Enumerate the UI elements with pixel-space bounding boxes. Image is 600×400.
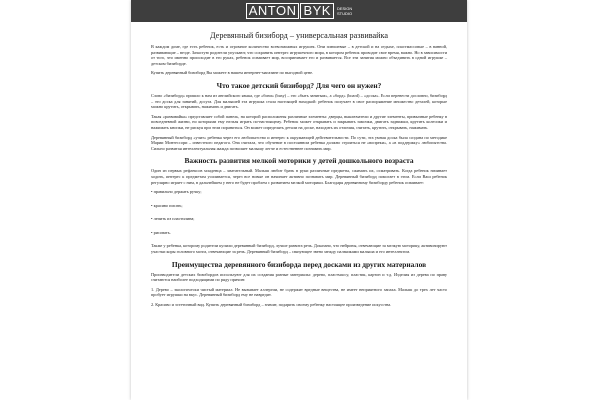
list-item: • лепить из пластилина;: [151, 216, 195, 222]
paragraph-reflex: Один из первых рефлексов младенца – хватательный. Малыш любит брать в руки различные предметы, сжимать их, осматривать. Когда ребенок начинает ходить, интерес к предметам усиливается, через все новые он начинает активно познавать мир. Деревянный бизиборд помогает в этом. Если Ваш ребенок регулярно играет с ним, в дальнейшем у него не будет проблем с развитием мелкой моторики. Благодаря деревянному бизиборду ребенок осваивает:: [151, 168, 447, 185]
list-item: • правильно держать ручку;: [151, 189, 202, 195]
paragraph-elements: Такая «развивайка» представляет собой панель, на которой расположены различные элементы: дверцы, выключатели и другие элементы, привычные ребенку в повседневной жизни, но которыми ему нельзя играть по-настоящему. Ребенок может открывать и закрывать замочки, двигать задвижки, крутить колесики и нажимать кнопки, не рискуя при этом пораниться. Он может определять детали на доске, находить их отличия, считать, крутить, открывать, нажимать.: [151, 113, 447, 130]
intro-paragraph: В каждом доме, где есть ребенок, есть и огромное количество всевозможных игрушек. Они плюшевые – в детской и на отдыхе, пластмассовые – в ванной, развивающие – везде. Зачастую родители упускают, что сохранить интерес игрушечного мира, в котором ребенок проводит свое время, важно. Но в зависимости от того, что именно происходит в его руках, ребенок осваивает мир, воспринимает его и развивается. Все эти занятия можно объединить в одной игрушке – детском бизиборде.: [151, 44, 447, 66]
list-item: • красиво писать;: [151, 202, 183, 208]
list-item: • рисовать.: [151, 229, 171, 235]
logo-word-left: ANTON: [246, 3, 300, 19]
article-title: Деревянный бизиборд – универсальная развивайка: [210, 31, 388, 40]
paragraph-definition: Слово «бизиборд» пришло к нам из английского языка, где «бизи» (busy) – это «быть занятым», а «борд» (board) – «доска». Если перевести дословно, бизиборд – это доска для занятий, досуга. Для малышей эта игрушка стала настоящей находкой: ребенок получает в свое распоряжение множество деталей, которые можно крутить, открывать, нажимать и двигать.: [151, 92, 447, 110]
paragraph-materials: Производители детских бизибордов используют для их создания разные материалы: дерево, пластмассу, пластик, картон и т.д. Изделия из дерева по праву считаются наиболее подходящими по ряду причин:: [151, 271, 447, 283]
article-body: [131, 22, 467, 308]
section-heading-advantages: Преимущества деревянного бизиборда перед досками из других материалов: [171, 259, 427, 269]
logo-subtitle: [337, 6, 352, 16]
logo-sub-line-2: STUDIO: [336, 11, 353, 16]
section-heading-what-is: Что такое детский бизиборд? Для чего он нужен?: [216, 80, 382, 90]
paragraph-speech: Также у ребенка, которому родители купили деревянный бизиборд, лучше развита речь. Доказано, что нейроны, отвечающие за мелкую моторику, активизируют участки коры головного мозга, отвечающие за речь. Деревянный бизиборд – связующее звено между пальчиками малыша и его интеллектом.: [151, 243, 447, 255]
logo-sub-line-1: DESIGN: [336, 6, 353, 11]
brand-logo[interactable]: [246, 3, 353, 19]
document-page: [131, 0, 467, 400]
site-header: [131, 0, 467, 22]
section-heading-motor-skills: Важность развития мелкой моторики у детей дошкольного возраста: [184, 156, 414, 166]
skills-list: [151, 189, 447, 235]
logo-word-right: BYK: [300, 3, 334, 19]
paragraph-montessori: Деревянный бизиборд «учит» ребенка через его любопытство и интерес к окружающей действительности. По сути, эта умная доска была создана по методике Марии Монтессори – известного педагога. Она считала, что обучение в постоянном ребенка должно строиться не «вопреки», а «в поддержку» любопытства. Сильно развитая интеллектуальная жажда позволяет малышу легче и естественнее познавать мир.: [151, 134, 447, 151]
paragraph-advantage-2: 2. Красиво и эстетичный вид. Купить деревянный бизиборд – значит, подарить своему ребенку настоящее произведение искусства.: [151, 302, 392, 308]
paragraph-advantage-1: 1. Дерево – экологически чистый материал. Не вызывает аллергии, не содержит вредные вещества, не имеет неприятного запаха. Малыш до трех лет часто пробует игрушки на вкус. Деревянный бизиборд ему не навредит.: [151, 286, 447, 298]
buy-note-paragraph: Купить деревянный бизиборд Вы можете в нашем интернет-магазине по выгодной цене.: [151, 70, 314, 76]
